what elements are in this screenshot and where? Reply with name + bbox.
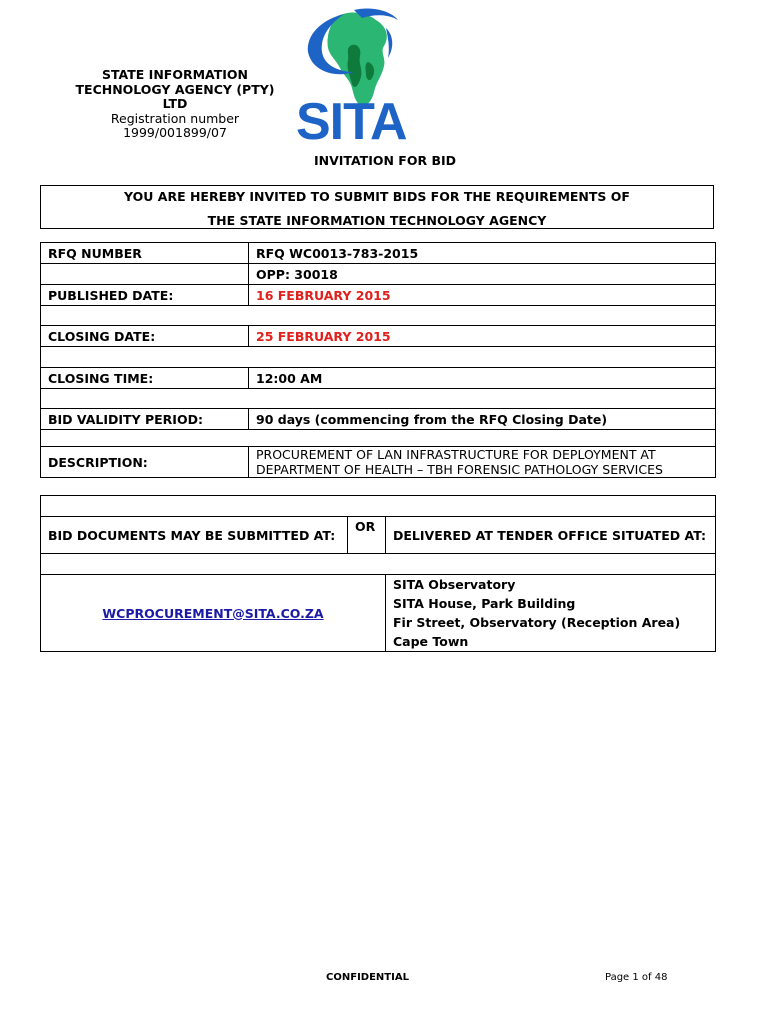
banner-line2: THE STATE INFORMATION TECHNOLOGY AGENCY <box>207 213 547 228</box>
spacer-cell <box>41 389 716 409</box>
table-row <box>41 389 716 409</box>
description-label: DESCRIPTION: <box>41 447 249 478</box>
closing-date-label: CLOSING DATE: <box>41 326 249 347</box>
address-line: SITA House, Park Building <box>393 596 576 611</box>
submit-at-label: BID DOCUMENTS MAY BE SUBMITTED AT: <box>41 517 348 554</box>
closing-date-value: 25 FEBRUARY 2015 <box>249 326 716 347</box>
table-row <box>41 285 716 306</box>
table-row <box>41 447 716 478</box>
address-line: Cape Town <box>393 634 469 649</box>
table-row <box>41 306 716 326</box>
sita-logo-text: SITA <box>296 93 407 151</box>
table-row <box>41 368 716 389</box>
company-name-line1: STATE INFORMATION <box>102 67 248 82</box>
empty-cell <box>41 264 249 285</box>
deliver-at-label: DELIVERED AT TENDER OFFICE SITUATED AT: <box>386 517 716 554</box>
email-link[interactable]: WCPROCUREMENT@SITA.CO.ZA <box>102 605 324 621</box>
spacer-cell <box>41 347 716 368</box>
table-row <box>41 430 716 447</box>
table-row <box>41 409 716 430</box>
address-cell <box>386 575 716 652</box>
spacer-cell <box>41 306 716 326</box>
table-row <box>41 326 716 347</box>
bid-details-table <box>40 242 716 478</box>
closing-time-value: 12:00 AM <box>249 368 716 389</box>
spacer-cell <box>41 554 716 575</box>
footer-confidential: CONFIDENTIAL <box>326 972 409 983</box>
spacer-cell <box>41 496 716 517</box>
banner-line1: YOU ARE HEREBY INVITED TO SUBMIT BIDS FOR THE REQUIREMENTS OF <box>124 189 630 204</box>
invitation-banner <box>40 185 714 229</box>
closing-time-label: CLOSING TIME: <box>41 368 249 389</box>
spacer-cell <box>41 430 716 447</box>
table-row <box>41 517 716 554</box>
table-row <box>41 575 716 652</box>
footer-page-number: Page 1 of 48 <box>605 972 668 983</box>
rfq-number-value: RFQ WC0013-783-2015 <box>249 243 716 264</box>
table-row <box>41 243 716 264</box>
description-value: PROCUREMENT OF LAN INFRASTRUCTURE FOR DEPLOYMENT AT DEPARTMENT OF HEALTH – TBH FORENSIC PATHOLOGY SERVICES <box>249 447 716 478</box>
opp-number-value: OPP: 30018 <box>249 264 716 285</box>
rfq-number-label: RFQ NUMBER <box>41 243 249 264</box>
address-line: SITA Observatory <box>393 577 516 592</box>
submission-table <box>40 495 716 652</box>
validity-period-label: BID VALIDITY PERIOD: <box>41 409 249 430</box>
table-row <box>41 496 716 517</box>
registration-number: 1999/001899/07 <box>123 125 227 140</box>
page-title: INVITATION FOR BID <box>313 153 456 168</box>
table-row <box>41 554 716 575</box>
or-label: OR <box>348 517 386 554</box>
company-name-line3: LTD <box>162 96 188 111</box>
table-row <box>41 347 716 368</box>
company-info <box>60 68 290 141</box>
registration-label: Registration number <box>110 110 240 126</box>
validity-period-value: 90 days (commencing from the RFQ Closing Date) <box>249 409 716 430</box>
address-line: Fir Street, Observatory (Reception Area) <box>393 615 681 630</box>
published-date-label: PUBLISHED DATE: <box>41 285 249 306</box>
table-row <box>41 264 716 285</box>
published-date-value: 16 FEBRUARY 2015 <box>249 285 716 306</box>
email-cell <box>41 575 386 652</box>
company-name-line2: TECHNOLOGY AGENCY (PTY) <box>75 81 275 97</box>
